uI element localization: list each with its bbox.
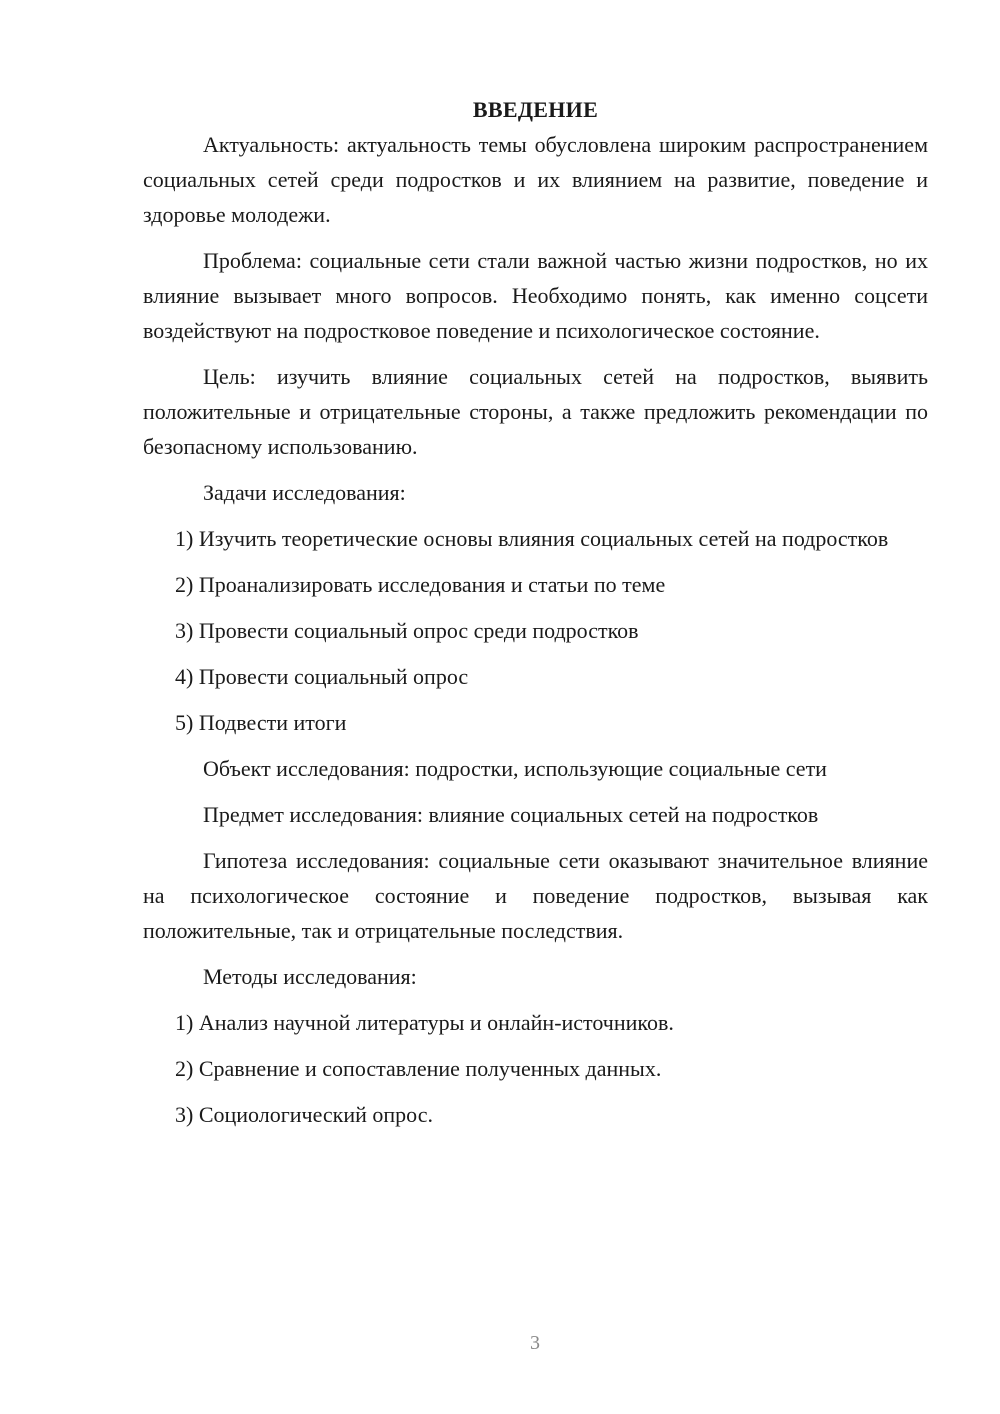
task-item: 4) Провести социальный опрос — [175, 664, 469, 689]
task-item: 2) Проанализировать исследования и статьи по теме — [175, 572, 666, 597]
document-page — [143, 92, 928, 1143]
subject-paragraph: Предмет исследования: влияние социальных сетей на подростков — [203, 802, 819, 827]
relevance-paragraph: Актуальность: актуальность темы обусловлена широким распространением социальных сетей среди подростков и их влиянием на развитие, поведение и здоровье молодежи. — [143, 132, 928, 227]
method-item: 1) Анализ научной литературы и онлайн-источников. — [175, 1010, 674, 1035]
page-number: 3 — [530, 1332, 540, 1354]
task-item: 1) Изучить теоретические основы влияния социальных сетей на подростков — [175, 526, 889, 551]
object-paragraph: Объект исследования: подростки, использующие социальные сети — [203, 756, 827, 781]
section-title: ВВЕДЕНИЕ — [472, 97, 599, 122]
method-item: 3) Социологический опрос. — [175, 1102, 433, 1127]
task-item: 5) Подвести итоги — [175, 710, 347, 735]
tasks-heading: Задачи исследования: — [203, 480, 406, 505]
method-item: 2) Сравнение и сопоставление полученных данных. — [175, 1056, 662, 1081]
methods-heading: Методы исследования: — [203, 964, 417, 989]
problem-paragraph: Проблема: социальные сети стали важной частью жизни подростков, но их влияние вызывает много вопросов. Необходимо понять, как именно соцсети воздействуют на подростковое поведение и психологическое состояние. — [143, 248, 928, 343]
hypothesis-paragraph: Гипотеза исследования: социальные сети оказывают значительное влияние на психологическое состояние и поведение подростков, вызывая как положительные, так и отрицательные последствия. — [143, 848, 928, 943]
task-item: 3) Провести социальный опрос среди подростков — [175, 618, 639, 643]
goal-paragraph: Цель: изучить влияние социальных сетей на подростков, выявить положительные и отрицательные стороны, а также предложить рекомендации по безопасному использованию. — [143, 364, 928, 459]
